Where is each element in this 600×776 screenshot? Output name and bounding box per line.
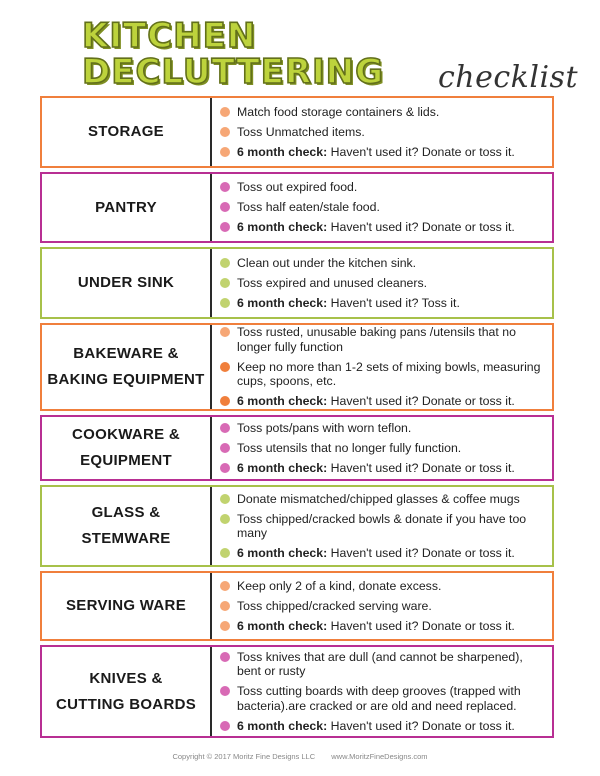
checklist-item-text	[237, 684, 544, 713]
checklist-item-label: 6 month check:	[237, 460, 328, 475]
bullet-dot-icon	[220, 298, 230, 308]
checklist-item-text	[237, 650, 544, 679]
checklist-item	[220, 684, 544, 713]
checklist-item-body: Toss utensils that no longer fully function.	[237, 440, 462, 455]
checklist-item-body: Haven't used it? Donate or toss it.	[327, 618, 515, 633]
bullet-dot-icon	[220, 581, 230, 591]
section-6	[40, 571, 554, 641]
checklist-item	[220, 512, 544, 541]
bullet-dot-icon	[220, 463, 230, 473]
bullet-dot-icon	[220, 278, 230, 288]
section-5	[40, 485, 554, 567]
checklist-item-body: Haven't used it? Donate or toss it.	[327, 718, 515, 733]
footer	[0, 752, 600, 761]
checklist-item-label: 6 month check:	[237, 718, 328, 733]
checklist-item-body: Toss half eaten/stale food.	[237, 200, 380, 215]
bullet-dot-icon	[220, 548, 230, 558]
checklist-item-body: Toss chipped/cracked bowls & donate if you have too many	[237, 511, 527, 540]
checklist-item	[220, 650, 544, 679]
checklist-item-label: 6 month check:	[237, 546, 328, 560]
checklist-item	[220, 276, 544, 290]
checklist-item-label: 6 month check:	[237, 220, 328, 235]
checklist-item	[220, 421, 544, 435]
checklist-item	[220, 200, 544, 214]
bullet-dot-icon	[220, 423, 230, 433]
checklist-item-body: Haven't used it? Toss it.	[327, 295, 460, 310]
section-items	[210, 98, 552, 166]
checklist-item	[220, 125, 544, 139]
section-4	[40, 415, 554, 481]
bullet-dot-icon	[220, 258, 230, 268]
title-line-kitchen: KITCHEN	[82, 16, 257, 56]
section-category: SERVING WARE	[65, 597, 186, 614]
checklist-item-text	[237, 546, 515, 560]
section-category: GLASS & STEMWARE	[81, 504, 171, 547]
checklist-item	[220, 256, 544, 270]
bullet-dot-icon	[220, 652, 230, 662]
bullet-dot-icon	[220, 601, 230, 611]
checklist-item	[220, 145, 544, 159]
section-category: PANTRY	[95, 198, 157, 216]
checklist-item-body: Toss out expired food.	[237, 180, 358, 195]
checklist-item-body: Toss pots/pans with worn teflon.	[237, 420, 412, 435]
checklist-item	[220, 296, 544, 310]
checklist-item	[220, 546, 544, 560]
checklist-item	[220, 719, 544, 733]
bullet-dot-icon	[220, 147, 230, 157]
section-category: STORAGE	[87, 123, 164, 140]
section-items	[210, 647, 552, 736]
section-items	[210, 249, 552, 317]
checklist-item-text	[237, 200, 380, 214]
checklist-item	[220, 325, 544, 354]
checklist-item-text	[237, 719, 515, 733]
checklist-item	[220, 105, 544, 119]
checklist-item	[220, 619, 544, 633]
checklist-item	[220, 394, 544, 408]
section-2	[40, 247, 554, 319]
checklist-item	[220, 360, 544, 389]
checklist-item-text	[237, 619, 515, 633]
checklist-item	[220, 492, 544, 506]
checklist-item-text	[237, 325, 544, 354]
checklist-item	[220, 441, 544, 455]
title-line-decluttering: DECLUTTERING	[82, 52, 385, 92]
checklist-item	[220, 461, 544, 475]
section-category: UNDER SINK	[77, 274, 175, 291]
checklist-item-body: Match food storage containers & lids.	[237, 104, 440, 119]
checklist-item-body: Keep only 2 of a kind, donate excess.	[237, 578, 442, 593]
checklist-item-body: Haven't used it? Donate or toss it.	[327, 546, 515, 560]
checklist-item-text	[237, 145, 515, 159]
checklist-item-text	[237, 461, 515, 475]
checklist-item-body: Haven't used it? Donate or toss it.	[327, 394, 515, 409]
checklist-item	[220, 220, 544, 234]
section-items	[210, 174, 552, 241]
checklist-item-text	[237, 125, 365, 139]
footer-copyright: Copyright © 2017 Moritz Fine Designs LLC	[172, 752, 316, 761]
checklist-item-body: Haven't used it? Donate or toss it.	[327, 220, 515, 235]
bullet-dot-icon	[220, 621, 230, 631]
checklist-item-text	[237, 579, 441, 593]
checklist-item-text	[237, 220, 515, 234]
checklist-item-body: Toss cutting boards with deep grooves (trapped with bacteria).are cracked or are old and need replaced.	[237, 684, 521, 713]
checklist-item-text	[237, 256, 416, 270]
checklist-item-body: Haven't used it? Donate or toss it.	[327, 460, 515, 475]
checklist-item-text	[237, 421, 411, 435]
bullet-dot-icon	[220, 514, 230, 524]
checklist-item-text	[237, 512, 544, 541]
bullet-dot-icon	[220, 443, 230, 453]
section-category: COOKWARE & EQUIPMENT	[72, 426, 180, 469]
footer-website: www.MoritzFineDesigns.com	[331, 752, 428, 761]
bullet-dot-icon	[220, 396, 230, 406]
checklist-item-label: 6 month check:	[237, 295, 328, 310]
checklist-item-body: Toss knives that are dull (and cannot be sharpened), bent or rusty	[237, 649, 523, 679]
bullet-dot-icon	[220, 222, 230, 232]
checklist-item	[220, 579, 544, 593]
bullet-dot-icon	[220, 127, 230, 137]
section-3	[40, 323, 554, 411]
section-0	[40, 96, 554, 168]
checklist-item	[220, 599, 544, 613]
section-items	[210, 325, 552, 409]
bullet-dot-icon	[220, 362, 230, 372]
checklist-item-body: Keep no more than 1-2 sets of mixing bowls, measuring cups, spoons, etc.	[237, 359, 541, 389]
checklist-item-body: Haven't used it? Donate or toss it.	[327, 144, 515, 159]
checklist-item-text	[237, 105, 439, 119]
bullet-dot-icon	[220, 202, 230, 212]
checklist-item-text	[237, 492, 520, 506]
bullet-dot-icon	[220, 107, 230, 117]
checklist-item-text	[237, 394, 515, 408]
section-category: KNIVES & CUTTING BOARDS	[55, 669, 197, 713]
bullet-dot-icon	[220, 721, 230, 731]
section-1	[40, 172, 554, 243]
title-script-checklist: checklist	[438, 60, 578, 95]
checklist-item-label: 6 month check:	[237, 144, 328, 159]
checklist-item-body: Toss rusted, unusable baking pans /utensils that no longer fully function	[237, 325, 516, 354]
checklist-item-body: Toss expired and unused cleaners.	[237, 275, 428, 290]
checklist-item-label: 6 month check:	[237, 394, 328, 409]
checklist-item	[220, 180, 544, 194]
checklist-item-text	[237, 296, 460, 310]
checklist-item-body: Donate mismatched/chipped glasses & coffee mugs	[237, 491, 520, 506]
section-items	[210, 417, 552, 479]
checklist-item-body: Toss Unmatched items.	[237, 124, 365, 139]
bullet-dot-icon	[220, 686, 230, 696]
checklist-item-label: 6 month check:	[237, 618, 328, 633]
checklist-item-body: Clean out under the kitchen sink.	[237, 255, 417, 270]
section-items	[210, 487, 552, 565]
checklist-item-text	[237, 360, 544, 389]
page-title	[82, 16, 578, 95]
section-items	[210, 573, 552, 639]
section-7	[40, 645, 554, 738]
checklist-item-text	[237, 180, 357, 194]
checklist-item-body: Toss chipped/cracked serving ware.	[237, 598, 432, 613]
bullet-dot-icon	[220, 182, 230, 192]
checklist-item-text	[237, 441, 461, 455]
bullet-dot-icon	[220, 494, 230, 504]
section-category: BAKEWARE & BAKING EQUIPMENT	[47, 345, 205, 388]
bullet-dot-icon	[220, 327, 230, 337]
checklist-item-text	[237, 599, 432, 613]
checklist-item-text	[237, 276, 427, 290]
